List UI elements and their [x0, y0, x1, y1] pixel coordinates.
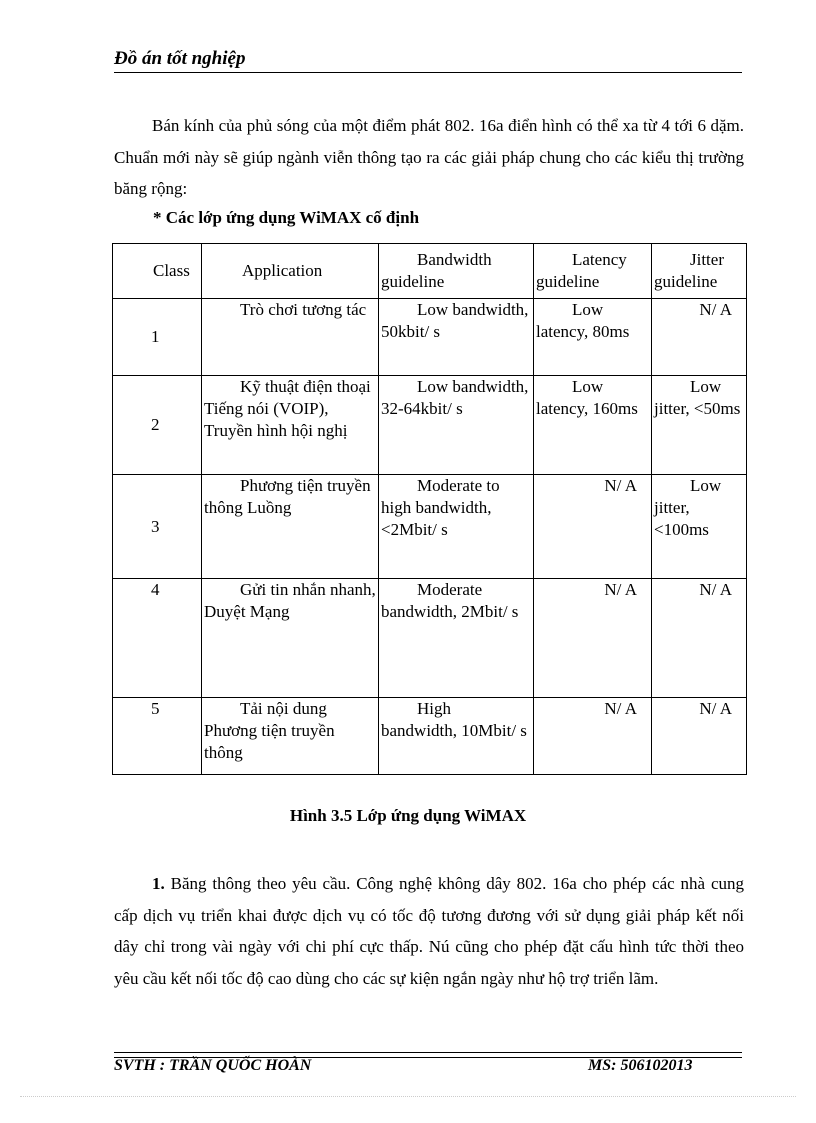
table-header-row	[113, 244, 747, 299]
cell-latency: Low latency, 80ms	[534, 299, 652, 376]
paragraph-text: Băng thông theo yêu cầu. Công nghệ không dây 802. 16a cho phép các nhà cung cấp dịch vụ triển khai được dịch vụ có tốc độ tương đương với sử dụng giải pháp kết nối dây chỉ trong vài ngày với chi phí cực thấp. Nú cũng cho phép đặt cấu hình tức thời theo yêu cầu kết nối tốc độ cao dùng cho các sự kiện ngắn ngày như hộ trợ triển lãm.	[114, 874, 744, 988]
cell-jitter: Low jitter, <50ms	[652, 376, 747, 475]
cell-class: 5	[113, 698, 202, 775]
table-row	[113, 579, 747, 698]
footer-student-id: MS: 506102013	[588, 1057, 693, 1074]
header-latency: Latency guideline	[534, 244, 652, 299]
header-title: Đồ án tốt nghiệp	[114, 48, 246, 69]
cell-bandwidth: Low bandwidth, 50kbit/ s	[379, 299, 534, 376]
cell-bandwidth: High bandwidth, 10Mbit/ s	[379, 698, 534, 775]
header-jitter: Jitter guideline	[652, 244, 747, 299]
cell-class: 1	[113, 299, 202, 376]
cell-class: 4	[113, 579, 202, 698]
cell-bandwidth: Moderate bandwidth, 2Mbit/ s	[379, 579, 534, 698]
cell-application: Tải nội dung Phương tiện truyền thông	[202, 698, 379, 775]
cell-application: Phương tiện truyền thông Luồng	[202, 475, 379, 579]
paragraph-number: 1.	[152, 874, 165, 893]
header-class: Class	[113, 244, 202, 299]
cell-latency: N/ A	[534, 698, 652, 775]
cell-application: Gửi tin nhắn nhanh, Duyệt Mạng	[202, 579, 379, 698]
cell-bandwidth: Moderate to high bandwidth, <2Mbit/ s	[379, 475, 534, 579]
cell-latency: Low latency, 160ms	[534, 376, 652, 475]
cell-jitter: N/ A	[652, 299, 747, 376]
page-edge	[20, 1096, 796, 1097]
cell-class: 3	[113, 475, 202, 579]
cell-class: 2	[113, 376, 202, 475]
intro-paragraph	[114, 110, 744, 205]
table-row	[113, 698, 747, 775]
page-header	[114, 48, 742, 73]
cell-jitter: N/ A	[652, 579, 747, 698]
footer-student: SVTH : TRẦN QUỐC HOÀN	[114, 1057, 312, 1074]
table-row	[113, 299, 747, 376]
figure-caption: Hình 3.5 Lớp ứng dụng WiMAX	[289, 806, 527, 825]
cell-jitter: Low jitter, <100ms	[652, 475, 747, 579]
cell-application: Kỹ thuật điện thoại Tiếng nói (VOIP), Truyền hình hội nghị	[202, 376, 379, 475]
cell-application: Trò chơi tương tác	[202, 299, 379, 376]
table-row	[113, 376, 747, 475]
header-application: Application	[202, 244, 379, 299]
table-row	[113, 475, 747, 579]
cell-jitter: N/ A	[652, 698, 747, 775]
wimax-class-table	[112, 243, 747, 775]
cell-bandwidth: Low bandwidth, 32-64kbit/ s	[379, 376, 534, 475]
header-bandwidth: Bandwidth guideline	[379, 244, 534, 299]
cell-latency: N/ A	[534, 475, 652, 579]
intro-text: Bán kính của phủ sóng của một điểm phát 802. 16a điển hình có thể xa từ 4 tới 6 dặm. Chuẩn mới này sẽ giúp ngành viễn thông tạo ra các giải pháp chung cho các kiểu thị trường băng rộng:	[114, 116, 744, 198]
cell-latency: N/ A	[534, 579, 652, 698]
numbered-paragraph	[114, 868, 744, 994]
section-subheading: * Các lớp ứng dụng WiMAX cố định	[153, 208, 420, 227]
